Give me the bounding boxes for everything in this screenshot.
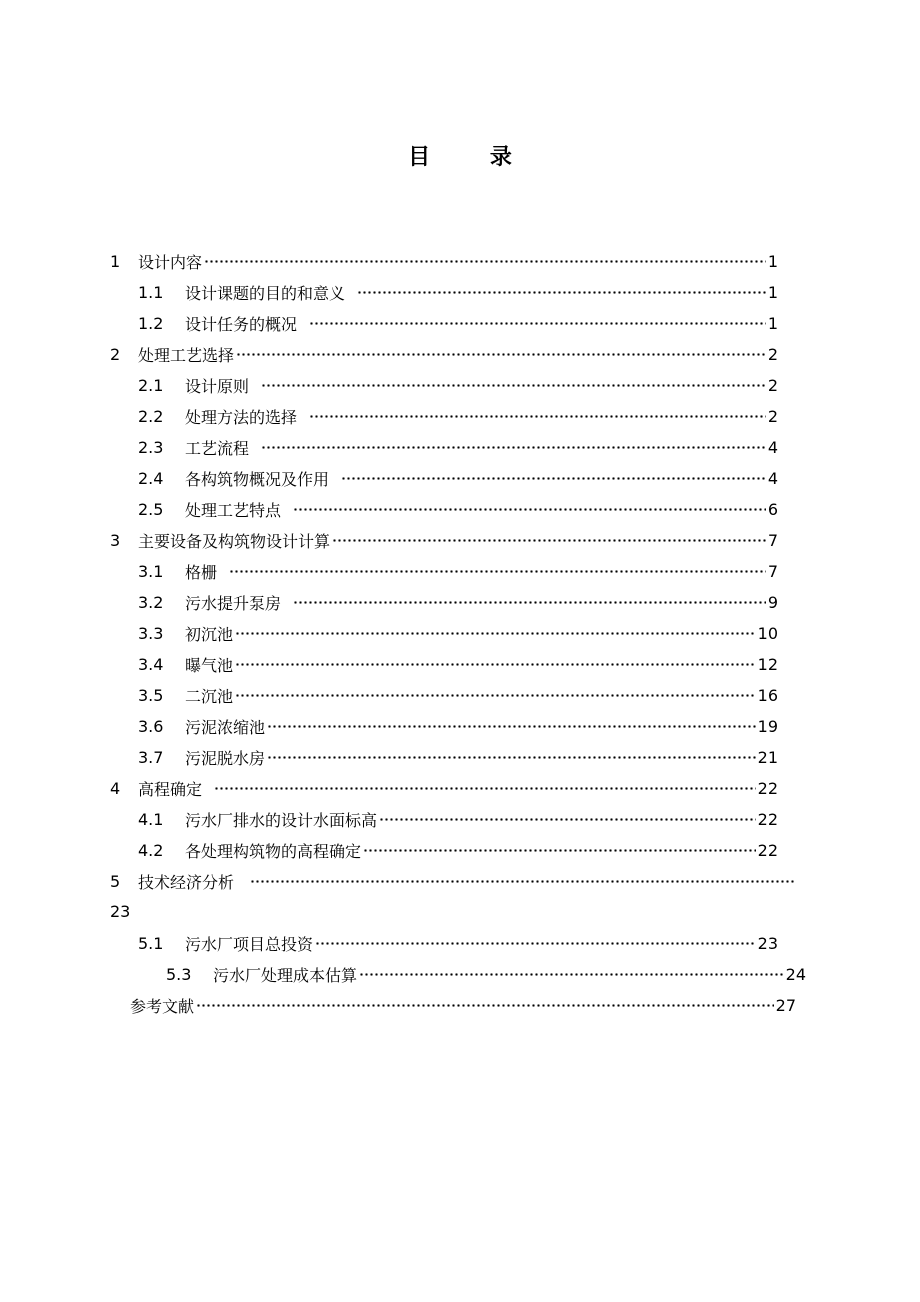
toc-entry-page: 19: [757, 716, 778, 736]
toc-entry-page: 2: [767, 375, 778, 395]
toc-entry-page: 23: [757, 933, 778, 953]
toc-entry-page: 7: [767, 561, 778, 581]
toc-entry-label: 处理工艺选择: [138, 345, 235, 365]
toc-entry-number: 3: [110, 530, 121, 550]
toc-entry[interactable]: [138, 744, 778, 770]
toc-entry[interactable]: [110, 341, 778, 367]
toc-entry-page: 4: [767, 437, 778, 457]
toc-entry-page: 22: [757, 840, 778, 860]
toc-entry[interactable]: [138, 682, 778, 708]
toc-entry-page: 1: [767, 313, 778, 333]
toc-entry-label: 技术经济分析: [138, 872, 235, 892]
toc-entry[interactable]: [138, 806, 778, 832]
toc-entry-label: 设计原则: [185, 376, 250, 396]
toc-entry[interactable]: [138, 372, 778, 398]
toc-entry-label: 污泥浓缩池: [185, 717, 266, 737]
toc-entry-number: 5.3: [166, 964, 192, 984]
toc-entry[interactable]: [138, 837, 778, 863]
toc-entry[interactable]: [138, 465, 778, 491]
toc-entry-label: 设计课题的目的和意义: [185, 283, 346, 303]
dot-leader: [315, 942, 756, 945]
toc-entry[interactable]: [138, 434, 778, 460]
dot-leader: [309, 322, 766, 325]
toc-entry-number: 4.2: [138, 840, 164, 860]
toc-entry-number: 2.3: [138, 437, 164, 457]
toc-entry[interactable]: [110, 248, 778, 274]
toc-entry-number: 2.2: [138, 406, 164, 426]
dot-leader: [359, 973, 784, 976]
toc-entry[interactable]: [138, 620, 778, 646]
toc-entry-number: 1.2: [138, 313, 164, 333]
dot-leader: [261, 446, 766, 449]
toc-entry-label: 格栅: [185, 562, 218, 582]
toc-entry-page: 9: [767, 592, 778, 612]
toc-entry-page: 7: [767, 530, 778, 550]
toc-entry-label: 各构筑物概况及作用: [185, 469, 330, 489]
dot-leader: [332, 539, 766, 542]
toc-entry-number: 4: [110, 778, 121, 798]
toc-entry-number: 3.2: [138, 592, 164, 612]
toc-entry-page: 1: [767, 251, 778, 271]
toc-entry[interactable]: [138, 403, 778, 429]
page-title: 目 录: [408, 145, 538, 170]
toc-entry-page: 16: [757, 685, 778, 705]
toc-entry[interactable]: [138, 310, 778, 336]
toc-entry-label: 主要设备及构筑物设计计算: [138, 531, 331, 551]
dot-leader: [236, 353, 766, 356]
toc-entry-page: 22: [757, 778, 778, 798]
toc-entry[interactable]: [138, 496, 778, 522]
dot-leader: [293, 601, 766, 604]
toc-entry[interactable]: [138, 651, 778, 677]
toc-entry-page: 24: [785, 964, 806, 984]
toc-entry-page: 23: [110, 902, 131, 921]
dot-leader: [214, 787, 756, 790]
toc-entry-page: 12: [757, 654, 778, 674]
dot-leader: [261, 384, 766, 387]
toc-entry-label: 参考文献: [130, 996, 195, 1016]
toc-entry-label: 处理方法的选择: [185, 407, 298, 427]
toc-entry-label: 污水厂处理成本估算: [213, 965, 358, 985]
dot-leader: [341, 477, 766, 480]
toc-entry-label: 处理工艺特点: [185, 500, 282, 520]
toc-entry-number: 2.5: [138, 499, 164, 519]
toc-entry-label: 污水厂项目总投资: [185, 934, 314, 954]
toc-entry-page: 2: [767, 344, 778, 364]
toc-entry-number: 3.1: [138, 561, 164, 581]
toc-entry-label: 污泥脱水房: [185, 748, 266, 768]
toc-entry-references[interactable]: [130, 992, 796, 1018]
toc-entry-number: 2.4: [138, 468, 164, 488]
toc-entry-label: 设计任务的概况: [185, 314, 298, 334]
toc-entry-number: 3.3: [138, 623, 164, 643]
toc-entry-number: 3.5: [138, 685, 164, 705]
toc-entry-label: 工艺流程: [185, 438, 250, 458]
toc-entry-label: 各处理构筑物的高程确定: [185, 841, 362, 861]
toc-entry-number: 1.1: [138, 282, 164, 302]
dot-leader: [363, 849, 756, 852]
toc-entry-number: 2.1: [138, 375, 164, 395]
toc-entry[interactable]: [138, 589, 778, 615]
toc-entry-page: 1: [767, 282, 778, 302]
toc-entry[interactable]: [110, 868, 798, 894]
dot-leader: [267, 725, 756, 728]
toc-entry-label: 曝气池: [185, 655, 234, 675]
dot-leader: [267, 756, 756, 759]
dot-leader: [293, 508, 766, 511]
dot-leader: [235, 663, 756, 666]
toc-entry[interactable]: [166, 961, 806, 987]
toc-entry-label: 二沉池: [185, 686, 234, 706]
toc-entry-page: 27: [775, 995, 796, 1015]
toc-entry-page: 22: [757, 809, 778, 829]
dot-leader: [357, 291, 766, 294]
toc-entry-page: 4: [767, 468, 778, 488]
toc-entry-number: 3.4: [138, 654, 164, 674]
toc-entry-number: 4.1: [138, 809, 164, 829]
toc-entry-label: 高程确定: [138, 779, 203, 799]
toc-entry[interactable]: [110, 775, 778, 801]
dot-leader: [379, 818, 756, 821]
toc-entry[interactable]: [138, 279, 778, 305]
dot-leader: [250, 880, 796, 883]
dot-leader: [229, 570, 766, 573]
toc-entry-number: 2: [110, 344, 121, 364]
toc-entry[interactable]: [138, 558, 778, 584]
toc-entry-number: 1: [110, 251, 121, 271]
toc-entry-number: 5: [110, 871, 121, 891]
toc-entry-label: 污水提升泵房: [185, 593, 282, 613]
toc-entry-number: 3.7: [138, 747, 164, 767]
dot-leader: [196, 1004, 774, 1007]
toc-entry-page: 10: [757, 623, 778, 643]
dot-leader: [235, 632, 756, 635]
dot-leader: [309, 415, 766, 418]
toc-entry[interactable]: [138, 930, 778, 956]
toc-entry[interactable]: [110, 527, 778, 553]
toc-entry-number: 5.1: [138, 933, 164, 953]
toc-entry-label: 设计内容: [138, 252, 203, 272]
toc-entry-page: 6: [767, 499, 778, 519]
toc-entry-label: 污水厂排水的设计水面标高: [185, 810, 378, 830]
toc-entry-page: 21: [757, 747, 778, 767]
toc-entry[interactable]: [138, 713, 778, 739]
toc-entry-number: 3.6: [138, 716, 164, 736]
toc-entry-label: 初沉池: [185, 624, 234, 644]
dot-leader: [235, 694, 756, 697]
toc-entry-page: 2: [767, 406, 778, 426]
dot-leader: [204, 260, 766, 263]
